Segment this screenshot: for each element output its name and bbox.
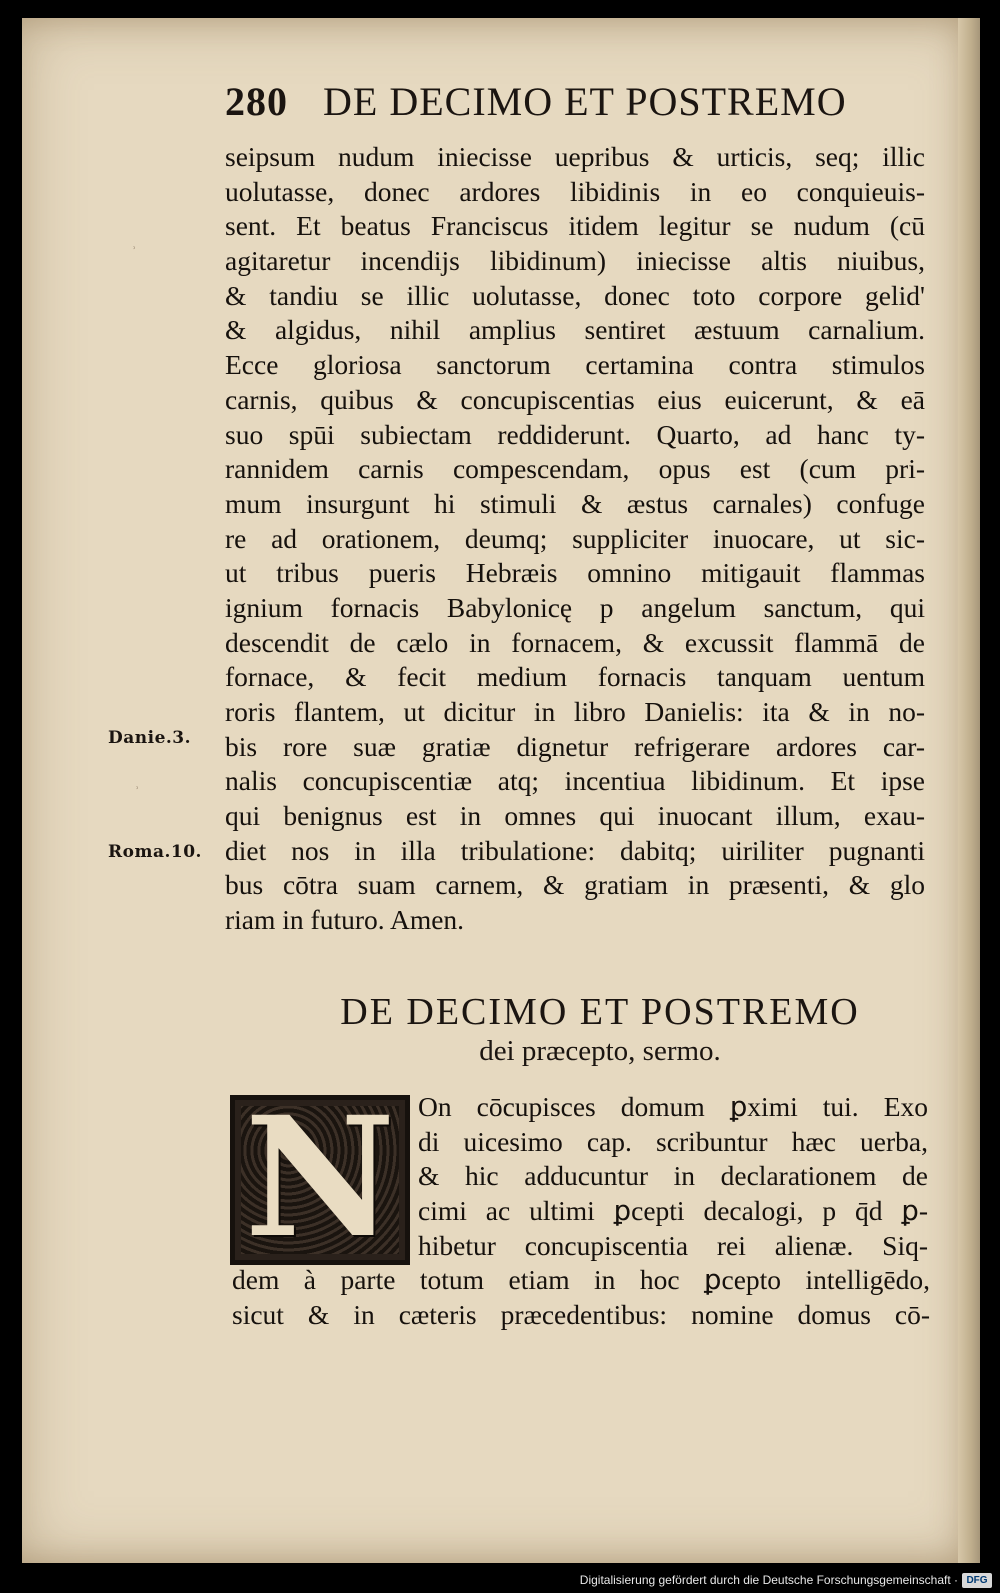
body-line: carnis, quibus & concupiscentias eius euicerunt, & eā bbox=[225, 383, 925, 415]
body-line: diet nos in illa tribulatione: dabitq; uiriliter pugnanti bbox=[225, 834, 925, 866]
body-line: suo spūi subiectam reddiderunt. Quarto, ad hanc ty- bbox=[225, 418, 925, 450]
initial-letter: N bbox=[244, 1095, 396, 1265]
continuation-line: dem à parte totum etiam in hoc ꝑcepto intelligēdo, bbox=[232, 1264, 930, 1295]
margin-note-daniel: Danie.3. bbox=[108, 728, 192, 748]
body-line: re ad orationem, deumq; suppliciter inuocare, ut sic- bbox=[225, 522, 925, 554]
body-line: descendit de cælo in fornacem, & excussit flammā de bbox=[225, 626, 925, 658]
body-line: & tandiu se illic uolutasse, donec toto corpore gelid' bbox=[225, 279, 925, 311]
body-line: roris flantem, ut dicitur in libro Danielis: ita & in no- bbox=[225, 696, 925, 727]
faint-mark: ⸒ bbox=[135, 775, 140, 790]
body-line: bis rore suæ gratiæ dignetur refrigerare ardores car- bbox=[225, 730, 925, 762]
dfg-logo: DFG bbox=[962, 1573, 992, 1588]
continuation-paragraph bbox=[232, 1263, 930, 1332]
initial-line: cimi ac ultimi ꝑcepti decalogi, p q̄d ꝑ- bbox=[418, 1195, 928, 1227]
initial-line: hibetur concupiscentia rei alienæ. Siq- bbox=[418, 1229, 928, 1261]
body-line: bus cōtra suam carnem, & gratiam in præsenti, & glo bbox=[225, 869, 925, 901]
footer-bar bbox=[0, 1563, 1000, 1593]
body-line: sent. Et beatus Franciscus itidem legitur se nudum (cū bbox=[225, 210, 925, 242]
decorated-initial bbox=[230, 1095, 410, 1265]
body-line: agitaretur incendijs libidinum) iniecisse altis niuibus, bbox=[225, 245, 925, 277]
body-line: & algidus, nihil amplius sentiret æstuum carnalium. bbox=[225, 314, 925, 346]
body-line: qui benignus est in omnes qui inuocant illum, exau- bbox=[225, 800, 925, 832]
faint-mark: ⸒ bbox=[132, 235, 137, 250]
body-line: fornace, & fecit medium fornacis tanquam uentum bbox=[225, 661, 925, 693]
body-text bbox=[225, 140, 925, 938]
page-number: 280 bbox=[225, 79, 288, 124]
continuation-line: sicut & in cæteris præcedentibus: nomine domus cō- bbox=[232, 1298, 930, 1330]
section-heading: DE DECIMO ET POSTREMO bbox=[340, 991, 860, 1033]
body-line: nalis concupiscentiæ atq; incentiua libidinum. Et ipse bbox=[225, 765, 925, 797]
initial-line: & hic adducuntur in declarationem de bbox=[418, 1160, 928, 1192]
initial-paragraph bbox=[418, 1090, 928, 1263]
margin-note-romans: Roma.10. bbox=[108, 842, 202, 862]
body-line: ignium fornacis Babylonicę p angelum sanctum, qui bbox=[225, 591, 925, 623]
digitization-credit: Digitalisierung gefördert durch die Deutsche Forschungsgemeinschaft · bbox=[579, 1573, 958, 1587]
body-line: uolutasse, donec ardores libidinis in eo conquieuis- bbox=[225, 175, 925, 207]
body-line: ut tribus pueris Hebræis omnino mitigauit flammas bbox=[225, 557, 925, 589]
body-line: seipsum nudum iniecisse uepribus & urticis, seq; illic bbox=[225, 141, 925, 172]
section-subheading: dei præcepto, sermo. bbox=[479, 1035, 721, 1067]
initial-line: On cōcupisces domum ꝑximi tui. Exo bbox=[418, 1091, 928, 1122]
page-edge bbox=[958, 18, 980, 1563]
running-head bbox=[225, 78, 915, 138]
body-line: riam in futuro. Amen. bbox=[225, 904, 465, 936]
body-line: Ecce gloriosa sanctorum certamina contra stimulos bbox=[225, 349, 925, 381]
body-line: rannidem carnis compescendam, opus est (cum pri- bbox=[225, 453, 925, 485]
running-title: DE DECIMO ET POSTREMO bbox=[323, 79, 847, 124]
initial-line: di uicesimo cap. scribuntur hæc uerba, bbox=[418, 1125, 928, 1157]
body-line: mum insurgunt hi stimuli & æstus carnales) confuge bbox=[225, 487, 925, 519]
